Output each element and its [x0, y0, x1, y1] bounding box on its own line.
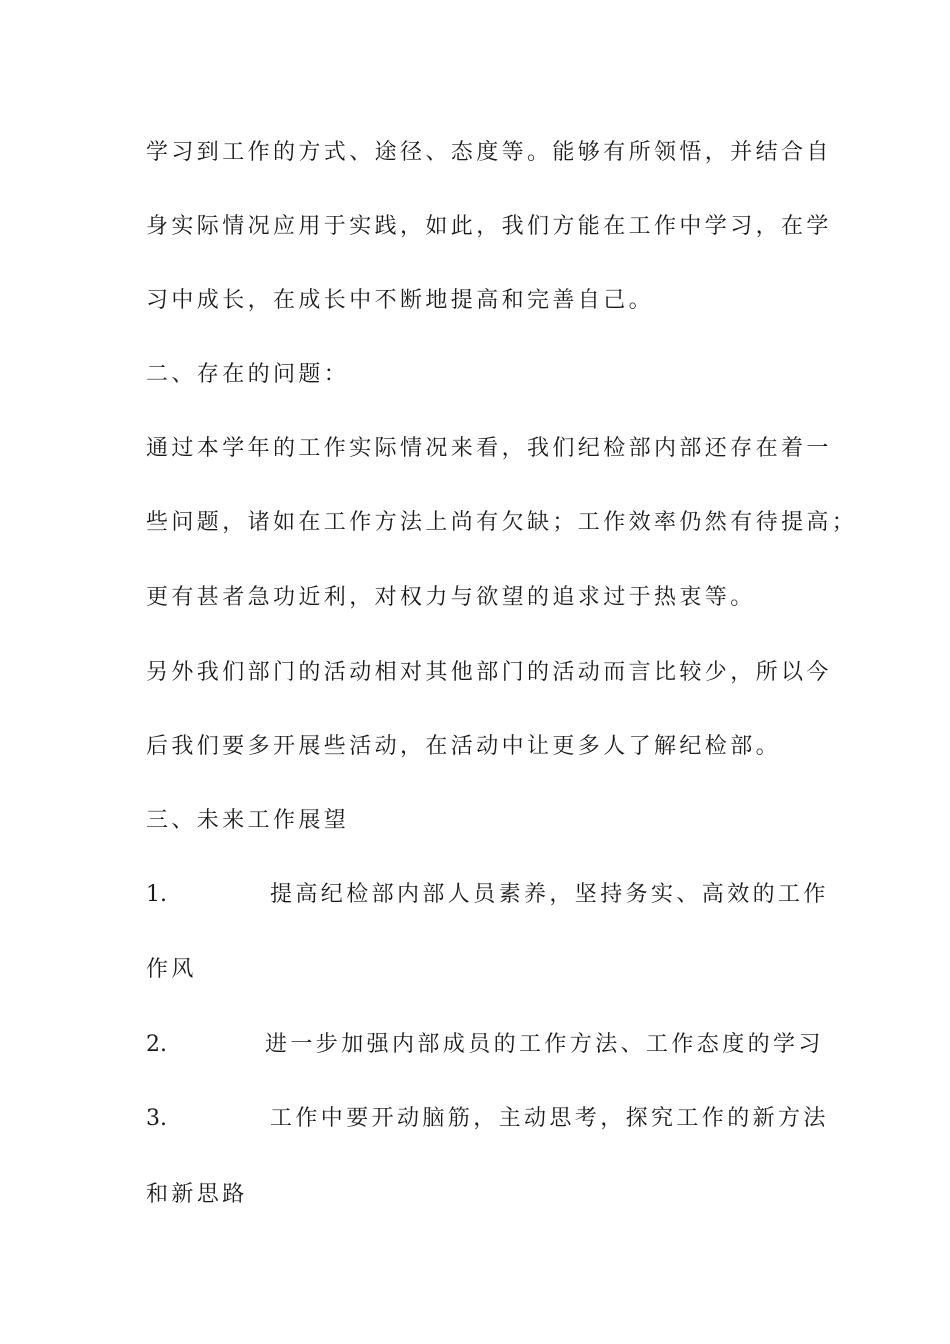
- list-item-continuation: 作风: [146, 957, 197, 982]
- paragraph-line: 后我们要多开展些活动，在活动中让更多人了解纪检部。: [146, 734, 782, 759]
- list-item-continuation: 和新思路: [146, 1182, 248, 1207]
- paragraph-line: 习中成长，在成长中不断地提高和完善自己。: [146, 288, 655, 313]
- paragraph-line: 更有甚者急功近利，对权力与欲望的追求过于热衷等。: [146, 585, 756, 610]
- paragraph-line: 通过本学年的工作实际情况来看，我们纪检部内部还存在着一: [146, 436, 832, 461]
- section-heading: 三、未来工作展望: [146, 808, 350, 833]
- list-item-number: 2.: [146, 1032, 167, 1057]
- list-item-text: 进一步加强内部成员的工作方法、工作态度的学习: [265, 1032, 824, 1057]
- paragraph-line: 学习到工作的方式、途径、态度等。能够有所领悟，并结合自: [146, 140, 832, 165]
- paragraph-line: 身实际情况应用于实践，如此，我们方能在工作中学习，在学: [146, 214, 832, 239]
- list-item-number: 3.: [146, 1106, 167, 1131]
- paragraph-line: 另外我们部门的活动相对其他部门的活动而言比较少，所以今: [146, 660, 832, 685]
- list-item-text: 工作中要开动脑筋，主动思考，探究工作的新方法: [270, 1106, 829, 1131]
- section-heading: 二、存在的问题：: [146, 362, 350, 387]
- list-item-text: 提高纪检部内部人员素养，坚持务实、高效的工作: [270, 882, 829, 907]
- paragraph-line: 些问题，诸如在工作方法上尚有欠缺；工作效率仍然有待提高；: [146, 510, 858, 535]
- list-item-number: 1.: [146, 882, 167, 907]
